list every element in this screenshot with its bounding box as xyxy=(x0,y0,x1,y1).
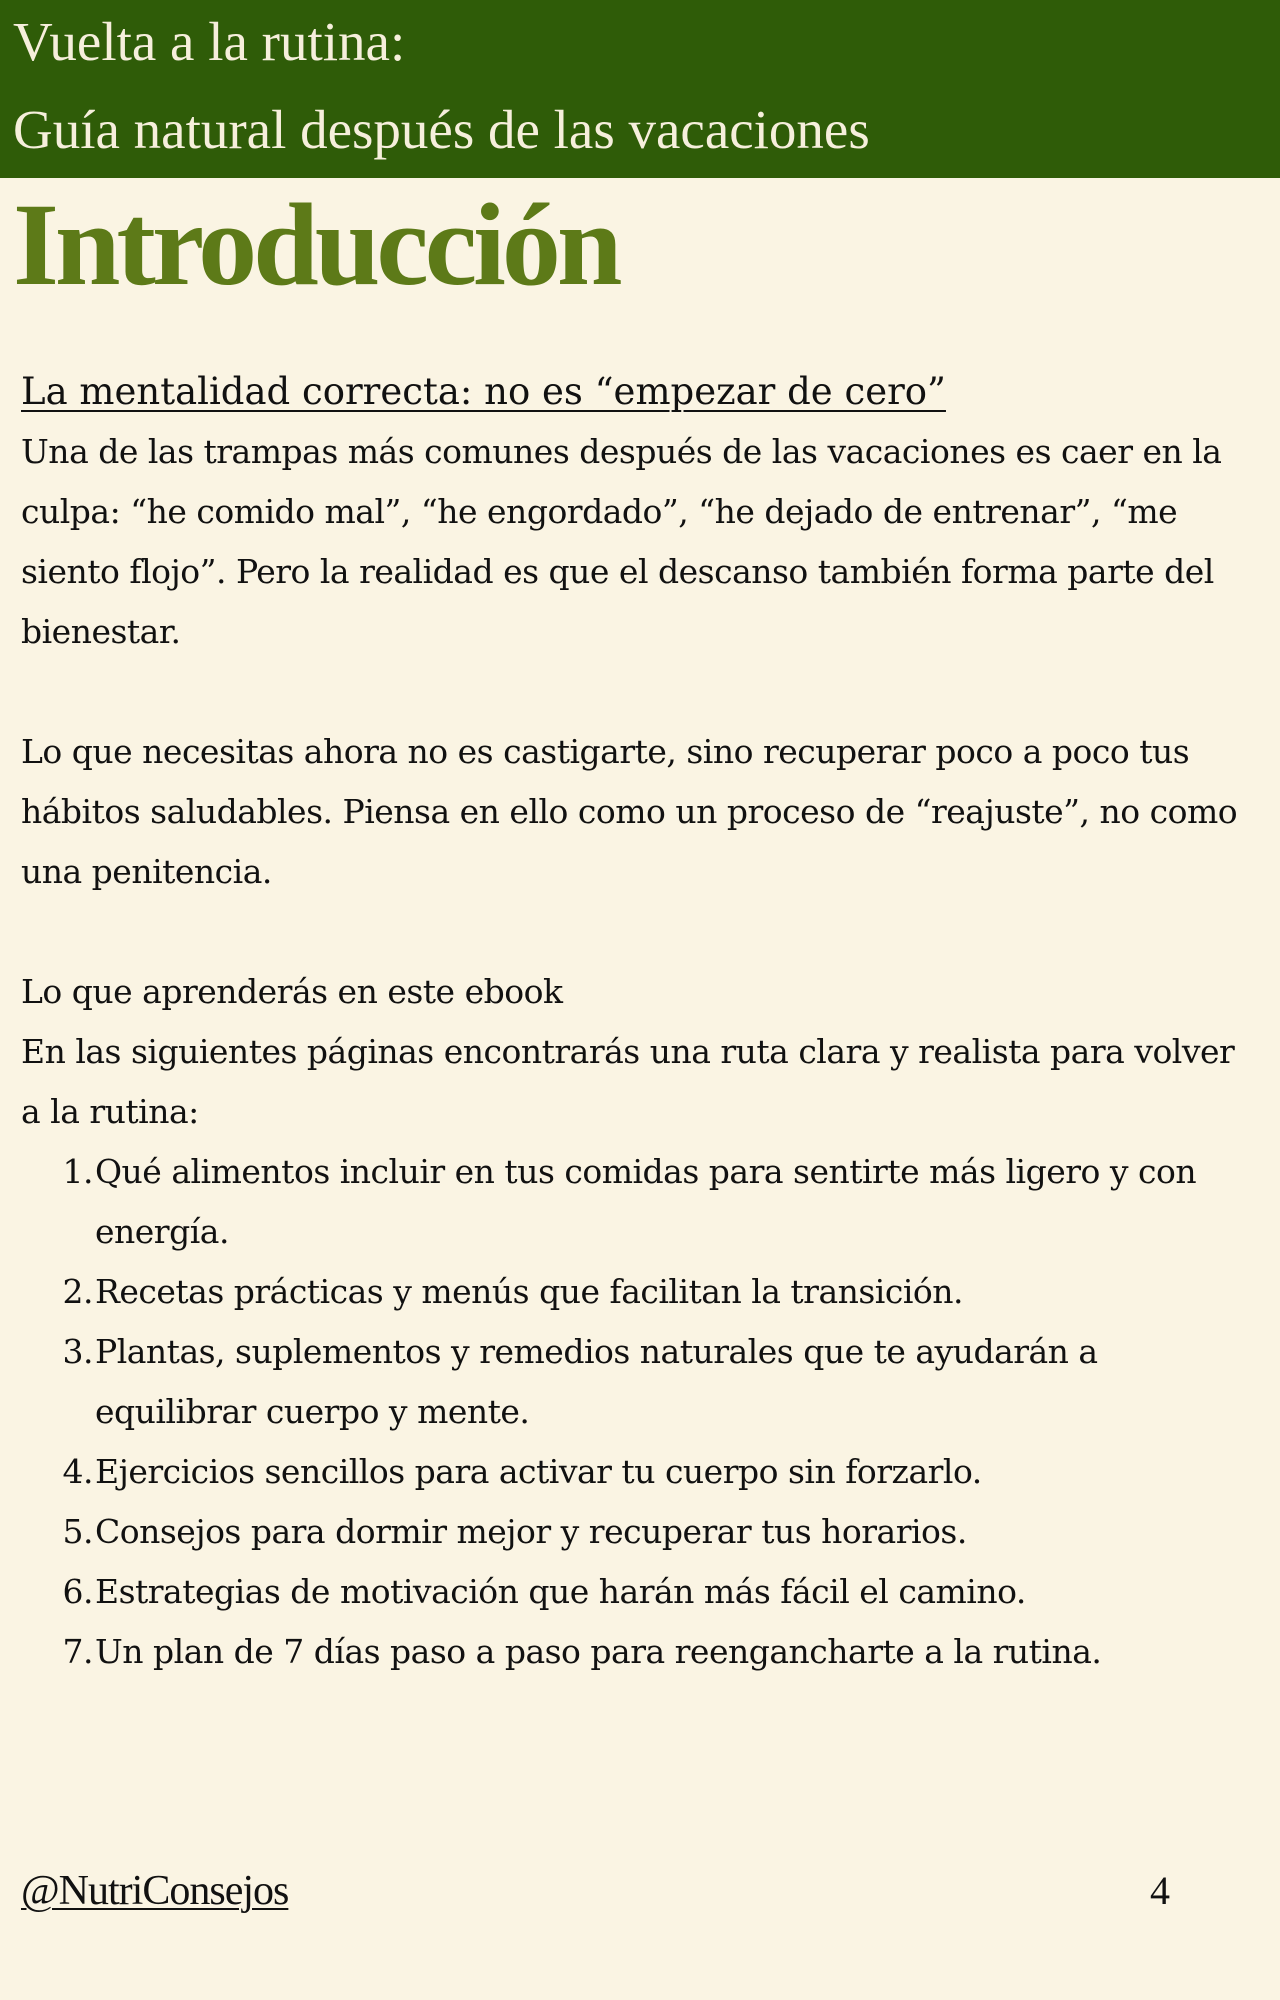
list-item-text: Estrategias de motivación que harán más fácil el camino. xyxy=(95,1572,1026,1611)
list-item xyxy=(21,1142,1261,1262)
list-item xyxy=(21,1622,1261,1682)
header-banner xyxy=(0,0,1280,178)
list-item-text: Un plan de 7 días paso a paso para reengancharte a la rutina. xyxy=(95,1632,1102,1671)
list-item-text: Qué alimentos incluir en tus comidas para sentirte más ligero y con energía. xyxy=(95,1152,1197,1251)
list-item-number: 3. xyxy=(62,1332,93,1371)
learn-heading: Lo que aprenderás en este ebook xyxy=(21,972,563,1011)
list-item xyxy=(21,1262,1261,1322)
list-item-number: 5. xyxy=(62,1512,93,1551)
list-item-number: 1. xyxy=(62,1152,93,1191)
mindset-paragraph-2: Lo que necesitas ahora no es castigarte, sino recuperar poco a poco tus hábitos saludables. Piensa en ello como un proceso de “reajuste”, no como una penitencia. xyxy=(21,732,1238,891)
list-item xyxy=(21,1322,1261,1442)
paragraph-spacer xyxy=(21,662,1261,722)
main-content xyxy=(21,362,1261,1682)
mindset-paragraph-1: Una de las trampas más comunes después de las vacaciones es caer en la culpa: “he comido mal”, “he engordado”, “he dejado de entrenar”, “me siento flojo”. Pero la realidad es que el descanso también forma parte del bienestar. xyxy=(21,432,1222,651)
list-item-number: 7. xyxy=(62,1632,93,1671)
list-item xyxy=(21,1502,1261,1562)
list-item-text: Recetas prácticas y menús que facilitan la transición. xyxy=(95,1272,964,1311)
header-title-line-2: Guía natural después de las vacaciones xyxy=(13,99,870,160)
list-item xyxy=(21,1562,1261,1622)
paragraph-spacer xyxy=(21,902,1261,962)
page-number: 4 xyxy=(1150,1868,1170,1913)
list-item-number: 4. xyxy=(62,1452,93,1491)
learn-intro: En las siguientes páginas encontrarás una ruta clara y realista para volver a la rutina: xyxy=(21,1032,1235,1131)
list-item-text: Ejercicios sencillos para activar tu cuerpo sin forzarlo. xyxy=(95,1452,982,1491)
learn-list xyxy=(21,1142,1261,1682)
mindset-heading: La mentalidad correcta: no es “empezar de cero” xyxy=(21,370,946,413)
list-item xyxy=(21,1442,1261,1502)
list-item-text: Consejos para dormir mejor y recuperar tus horarios. xyxy=(95,1512,967,1551)
list-item-number: 2. xyxy=(62,1272,93,1311)
list-item-number: 6. xyxy=(62,1572,93,1611)
list-item-text: Plantas, suplementos y remedios naturales que te ayudarán a equilibrar cuerpo y mente. xyxy=(95,1332,1098,1431)
section-title: Introducción xyxy=(13,179,619,310)
footer-social-handle[interactable]: @NutriConsejos xyxy=(21,1868,289,1914)
header-title-line-1: Vuelta a la rutina: xyxy=(13,11,406,72)
